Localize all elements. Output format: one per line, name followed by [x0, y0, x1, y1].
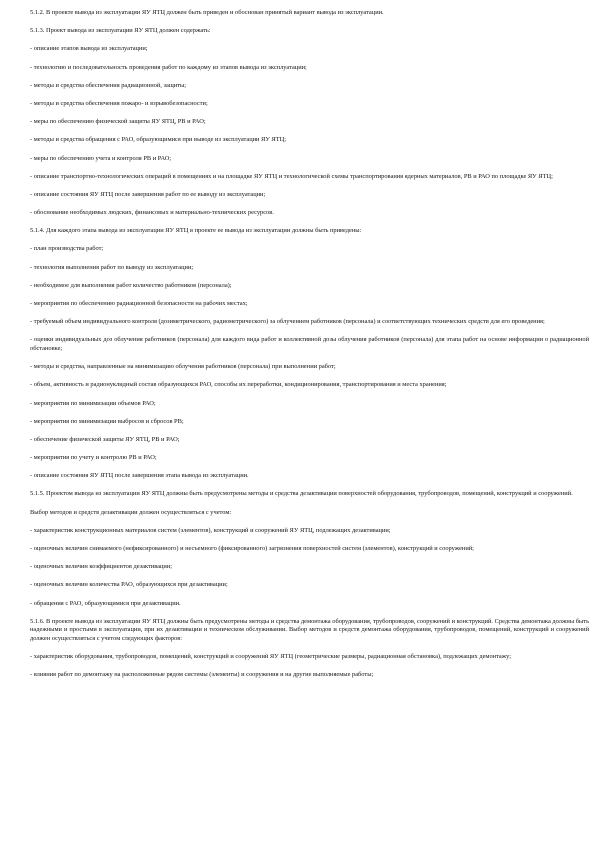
paragraph-selection-criteria: Выбор методов и средств дезактивации должен осуществляться с учетом: [30, 508, 232, 516]
list-item: - характеристик конструкционных материалов систем (элементов), конструкций и сооружений ЯУ ЯТЦ, подлежащих дезактивации; [30, 526, 391, 534]
list-item: - технологию и последовательность проведения работ по каждому из этапов вывода из эксплуатации; [30, 63, 307, 71]
list-item: - мероприятия по минимизации выбросов и сбросов РВ; [30, 417, 184, 425]
list-item: - мероприятия по обеспечению радиационной безопасности на рабочих местах; [30, 300, 248, 307]
paragraph-5-1-5: 5.1.5. Проектом вывода из эксплуатации ЯУ ЯТЦ должны быть предусмотрены методы и средства дезактивации поверхностей оборудования, трубопроводов, помещений, конструкций и сооружений. [30, 490, 573, 498]
list-item: - требуемый объем индивидуального контроля (дозиметрического, радиометрического) за облучением работников (персонала) и соответствующих технических средств для его проведения; [30, 318, 545, 326]
list-item: - мероприятия по учету и контролю РВ и РАО; [30, 454, 157, 462]
list-item: - меры по обеспечению физической защиты ЯУ ЯТЦ, РВ и РАО; [30, 118, 206, 126]
list-item: - обоснование необходимых людских, финансовых и материально-технических ресурсов. [30, 209, 274, 217]
list-item: - обеспечение физической защиты ЯУ ЯТЦ, РВ и РАО; [30, 435, 180, 443]
paragraph-5-1-3: 5.1.3. Проект вывода из эксплуатации ЯУ ЯТЦ должен содержать: [30, 27, 211, 35]
list-item: - оценочных величин снимаемого (нефиксированного) и несъемного (фиксированного) загрязнения поверхностей систем (элементов), конструкций и сооружений; [30, 545, 474, 553]
list-item: - методы и средства, направленные на минимизацию облучения работников (персонала) при выполнении работ; [30, 363, 336, 371]
list-item: - описание состояния ЯУ ЯТЦ после завершения этапа вывода из эксплуатации. [30, 472, 249, 480]
list-item: - описание состояния ЯУ ЯТЦ после завершения работ по ее выводу из эксплуатации; [30, 190, 266, 198]
paragraph-5-1-4: 5.1.4. Для каждого этапа вывода из эксплуатации ЯУ ЯТЦ в проекте ее вывода из эксплуатации должны быть приведены: [30, 227, 362, 235]
list-item: - мероприятия по минимизации объемов РАО; [30, 399, 156, 407]
list-item: - объем, активность и радионуклидный состав образующихся РАО, способы их переработки, кондиционирования, транспортирования и места хранения; [30, 381, 447, 389]
list-item: - оценки индивидуальных доз облучения работников (персонала) для каждого вида работ и коллективной дозы облучения работников (персонала) для этапа работ на основе информации о радиационной обстановке; [30, 336, 589, 352]
list-item: - необходимое для выполнения работ количество работников (персонала); [30, 281, 232, 289]
list-item: - описание этапов вывода из эксплуатации; [30, 45, 148, 53]
list-item: - технология выполнения работ по выводу из эксплуатации; [30, 263, 194, 271]
list-item: - влияния работ по демонтажу на расположенные рядом системы (элементы) и сооружения и на другие выполняемые работы; [30, 671, 374, 679]
paragraph-5-1-6: 5.1.6. В проекте вывода из эксплуатации ЯУ ЯТЦ должны быть предусмотрены методы и средства демонтажа оборудования, трубопроводов, сооружений и конструкций. Средства демонтажа должны быть надежными и простыми в эксплуатации, при их дезактивации и техническом обслуживании. Выбор методов и средств демонтажа оборудования, трубопроводов, помещений, конструкций и сооружений должен осуществляться с учетом следующих факторов: [30, 617, 589, 642]
list-item: - методы и средства обращения с РАО, образующимися при выводе из эксплуатации ЯУ ЯТЦ; [30, 136, 287, 144]
list-item: - меры по обеспечению учета и контроля РВ и РАО; [30, 154, 172, 162]
paragraph-5-1-2: 5.1.2. В проекте вывода из эксплуатации ЯУ ЯТЦ должен быть приведен и обоснован принятый вариант вывода из эксплуатации. [30, 9, 384, 16]
list-item: - оценочных величин количества РАО, образующихся при дезактивации; [30, 581, 228, 589]
list-item: - характеристик оборудования, трубопроводов, помещений, конструкций и сооружений ЯУ ЯТЦ (геометрические размеры, радиационная обстановка), подлежащих демонтажу; [30, 653, 512, 661]
list-item: - план производства работ; [30, 245, 104, 253]
list-item: - методы и средства обеспечения радиационной, защиты; [30, 81, 187, 89]
list-item: - методы и средства обеспечения пожаро- и взрывобезопасности; [30, 99, 208, 107]
list-item: - оценочных величин коэффициентов дезактивации; [30, 563, 173, 571]
list-item: - описание транспортно-технологических операций в помещениях и на площадке ЯУ ЯТЦ и технологической схемы транспортирования ядерных материалов, РВ и РАО по площадке ЯУ ЯТЦ; [30, 172, 553, 180]
list-item: - обращения с РАО, образующимися при дезактивации. [30, 599, 181, 607]
